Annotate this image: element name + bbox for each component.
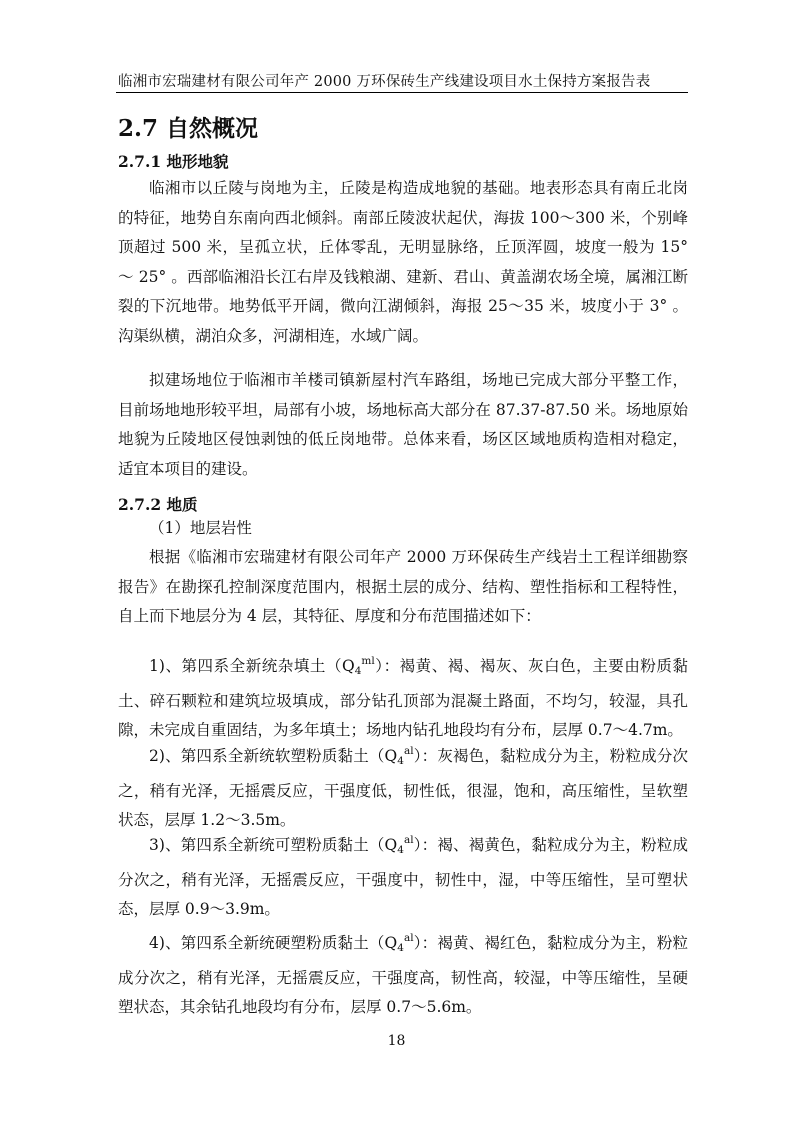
subsection-title-geology: 2.7.2 地质: [118, 495, 198, 514]
layer-description: ）：褐黄、褐红色，黏粒成分为主，粉粒成分次之，稍有光泽，无摇震反应，干强度高，韧性高，较湿，中等压缩性，呈硬塑状态，其余钻孔地段均有分布，层厚 0.7～5.6m。: [118, 934, 688, 1017]
layer-superscript: al: [403, 834, 414, 846]
paragraph-terrain-1: 临湘市以丘陵与岗地为主，丘陵是构造成地貌的基础。地表形态具有南丘北岗的特征，地势自东南向西北倾斜。南部丘陵波状起伏，海拔 100～300 米，个别峰顶超过 500 米，呈孤立状，丘体零乱，无明显脉络，丘顶浑圆，坡度一般为 15° ～ 25° 。西部临湘沿长江右岸及钱粮湖、建新、君山、黄盖湖农场全境，属湘江断裂的下沉地带。地势低平开阔，微向江湖倾斜，海报 25～35 米，坡度小于 3° 。沟渠纵横，湖泊众多，河湖相连，水域广阔。: [118, 179, 688, 345]
header-divider: [116, 92, 688, 93]
layer-superscript: al: [403, 745, 414, 757]
paragraph-terrain-2: 拟建场地位于临湘市羊楼司镇新屋村汽车路组，场地已完成大部分平整工作，目前场地地形较平坦，局部有小坡，场地标高大部分在 87.37-87.50 米。场地原始地貌为丘陵地区侵蚀剥蚀的低丘岗地带。总体来看，场区区域地质构造相对稳定，适宜本项目的建设。: [118, 371, 688, 478]
layer-subscript: 4: [397, 942, 404, 954]
layer-subscript: 4: [354, 665, 362, 677]
layer-description: ）：灰褐色，黏粒成分为主，粉粒成分次之，稍有光泽，无摇震反应，干强度低，韧性低，很湿，饱和，高压缩性，呈软塑状态，层厚 1.2～3.5m。: [118, 747, 688, 830]
layer-item: [118, 737, 688, 836]
layer-prefix: 3)、第四系全新统可塑粉质黏土（Q: [149, 836, 398, 854]
page-number: 18: [387, 1033, 406, 1049]
item-heading-strata: （1）地层岩性: [149, 519, 252, 537]
layer-item: [118, 826, 688, 925]
layer-subscript: 4: [397, 755, 404, 767]
layer-superscript: ml: [361, 655, 375, 667]
layer-superscript: al: [403, 932, 414, 944]
layer-item: [118, 924, 688, 1023]
layer-subscript: 4: [397, 844, 404, 856]
layer-prefix: 4)、第四系全新统硬塑粉质黏土（Q: [149, 934, 398, 952]
layer-prefix: 2)、第四系全新统软塑粉质黏土（Q: [149, 747, 398, 765]
layer-item: [118, 647, 688, 746]
layer-description: ）：褐、褐黄色，黏粒成分为主，粉粒成分次之，稍有光泽，无摇震反应，干强度中，韧性中，湿，中等压缩性，呈可塑状态，层厚 0.9～3.9m。: [118, 836, 688, 919]
document-header: 临湘市宏瑞建材有限公司年产 2000 万环保砖生产线建设项目水土保持方案报告表: [118, 74, 651, 90]
paragraph-geology-intro: 根据《临湘市宏瑞建材有限公司年产 2000 万环保砖生产线岩土工程详细勘察报告》在勘探孔控制深度范围内，根据土层的成分、结构、塑性指标和工程特性，自上而下地层分为 4 层，其特征、厚度和分布范围描述如下：: [118, 548, 688, 626]
section-title: 2.7 自然概况: [118, 115, 259, 142]
subsection-title-terrain: 2.7.1 地形地貌: [118, 152, 229, 171]
layer-description: ）：褐黄、褐、褐灰、灰白色，主要由粉质黏土、碎石颗粒和建筑垃圾填成，部分钻孔顶部为混凝土路面，不均匀，较湿，具孔隙，未完成自重固结，为多年填土；场地内钻孔地段均有分布，层厚 0.7～4.7m。: [118, 657, 688, 740]
layer-prefix: 1)、第四系全新统杂填土（Q: [149, 657, 355, 675]
